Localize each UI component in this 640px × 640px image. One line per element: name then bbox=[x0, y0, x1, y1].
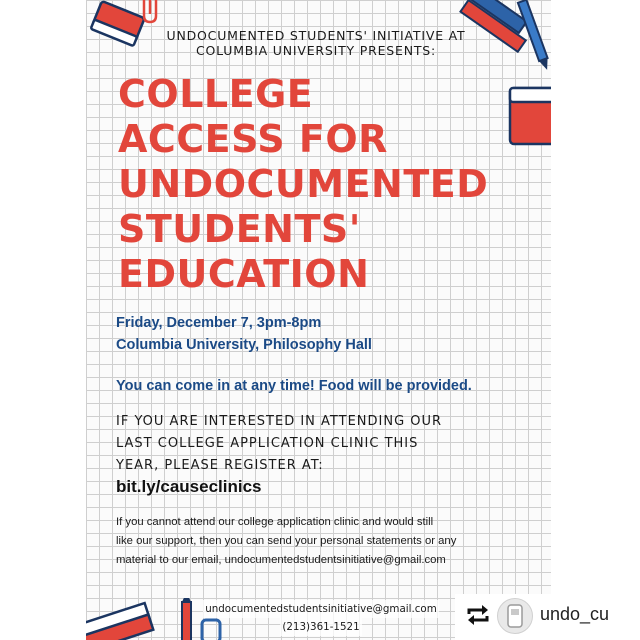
register-line: LAST COLLEGE APPLICATION CLINIC THIS bbox=[116, 436, 419, 451]
event-poster bbox=[86, 0, 551, 640]
title-line: ACCESS FOR bbox=[118, 117, 388, 161]
contact-info bbox=[186, 600, 456, 636]
title-line: EDUCATION bbox=[118, 252, 370, 296]
event-date-time: Friday, December 7, 3pm-8pm bbox=[116, 315, 322, 331]
contact-phone: (213)361-1521 bbox=[280, 618, 361, 636]
support-line: like our support, then you can send your personal statements or any bbox=[116, 535, 457, 547]
repost-icon bbox=[465, 604, 491, 626]
presenter-line: COLUMBIA UNIVERSITY PRESENTS: bbox=[195, 43, 437, 58]
profile-photo-icon bbox=[498, 599, 532, 633]
event-location: Columbia University, Philosophy Hall bbox=[116, 337, 372, 353]
username[interactable]: undo_cu bbox=[540, 604, 610, 624]
welcome-note: You can come in at any time! Food will be provided. bbox=[116, 378, 472, 394]
presenter-line: UNDOCUMENTED STUDENTS' INITIATIVE AT bbox=[166, 28, 466, 43]
paperclip-icon bbox=[138, 0, 168, 30]
presenter-text bbox=[166, 28, 466, 58]
poster-title bbox=[118, 72, 538, 297]
register-line: YEAR, PLEASE REGISTER AT: bbox=[116, 458, 324, 473]
repost-attribution bbox=[455, 594, 640, 640]
contact-email: undocumentedstudentsinitiative@gmail.com bbox=[203, 600, 439, 618]
register-text bbox=[116, 411, 442, 477]
support-line: material to our email, undocumentedstudentsinitiative@gmail.com bbox=[116, 554, 446, 566]
event-details bbox=[116, 312, 372, 356]
support-line: If you cannot attend our college application clinic and would still bbox=[116, 516, 434, 528]
title-line: STUDENTS' bbox=[118, 207, 361, 251]
register-line: IF YOU ARE INTERESTED IN ATTENDING OUR bbox=[116, 414, 443, 429]
register-link[interactable]: bit.ly/causeclinics bbox=[116, 477, 262, 496]
books-icon bbox=[86, 585, 161, 640]
support-text bbox=[116, 513, 541, 570]
title-line: COLLEGE bbox=[118, 72, 314, 116]
avatar[interactable] bbox=[497, 598, 533, 634]
title-line: UNDOCUMENTED bbox=[118, 162, 489, 206]
